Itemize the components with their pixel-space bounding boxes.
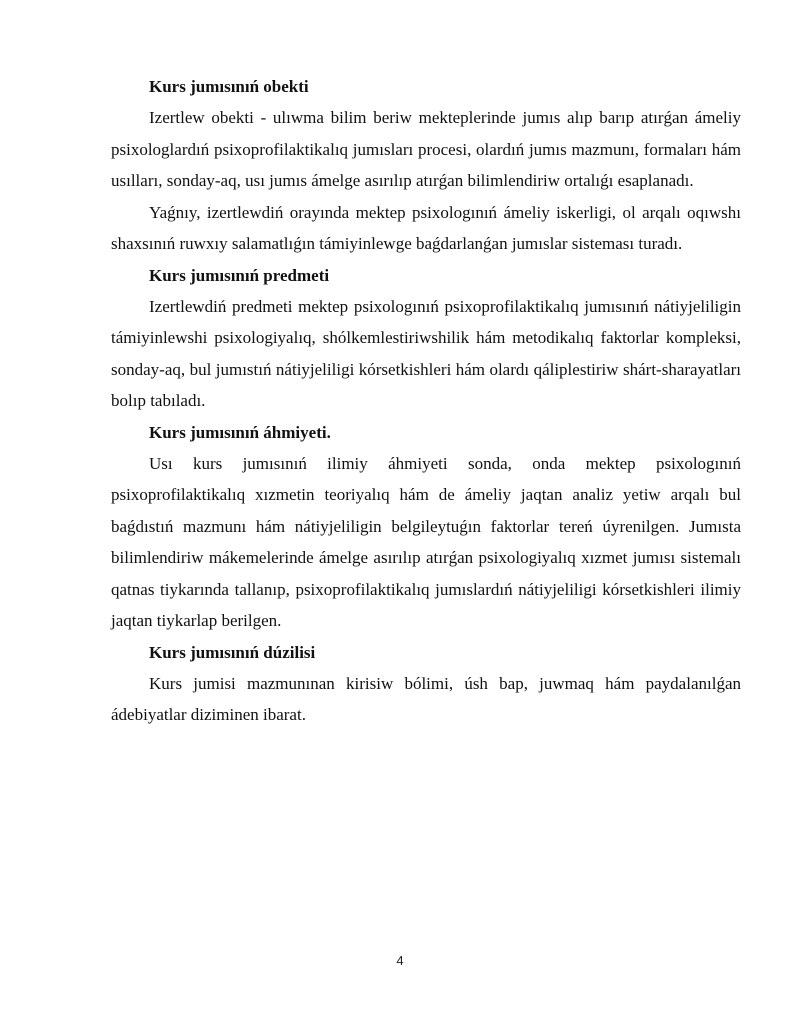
- paragraph-structure: Kurs jumisi mazmunınan kirisiw bólimi, úsh bap, juwmaq hám paydalanılǵan ádebiyatlar diziminen ibarat.: [111, 673, 741, 724]
- section-heading-subject: Kurs jumısınıń predmeti: [149, 265, 330, 285]
- page-number: 4: [396, 953, 404, 968]
- paragraph-object-center: Yaǵnıy, izertlewdiń orayında mektep psixologınıń ámeliy iskerligi, ol arqalı oqıwshı shaxsınıń ruwxıy salamatlıǵın támiyinlewge baǵdarlanǵan jumıslar sisteması turadı.: [111, 202, 741, 253]
- section-heading-object: Kurs jumısınıń obekti: [149, 77, 309, 96]
- section-heading-significance: Kurs jumısınıń áhmiyeti.: [149, 422, 331, 442]
- paragraph-subject: Izertlewdiń predmeti mektep psixologınıń psixoprofilaktikalıq jumısınıń nátiyjeliligin támiyinlewshi psixologiyalıq, shólkemlestiriwshilik hám metodikalıq faktorlar kompleksi, sonday-aq, bul jumıstıń nátiyjeliligi kórsetkishleri hám olardı qáliplestiriw shárt-sharayatları bolıp tabıladı.: [111, 296, 741, 410]
- document-page: [111, 71, 741, 731]
- section-heading-structure: Kurs jumısınıń dúzilisi: [149, 642, 316, 662]
- paragraph-significance: Usı kurs jumısınıń ilimiy áhmiyeti sonda, onda mektep psixologınıń psixoprofilaktikalıq xızmetin teoriyalıq hám de ámeliy jaqtan analiz yetiw arqalı bul baǵdıstıń mazmunı hám nátiyjeliligin belgileytuǵın faktorlar tereń úyrenilgen. Jumısta bilimlendiriw mákemelerinde ámelge asırılıp atırǵan psixologiyalıq xızmet jumısı sistemalı qatnas tiykarında tallanıp, psixoprofilaktikalıq jumıslardıń nátiyjeliligi kórsetkishleri ilimiy jaqtan tiykarlap berilgen.: [111, 453, 741, 630]
- paragraph-object-definition: Izertlew obekti - ulıwma bilim beriw mekteplerinde jumıs alıp barıp atırǵan ámeliy psixologlardıń psixoprofilaktikalıq jumısları procesi, olardıń jumıs mazmunı, formaları hám usılları, sonday-aq, usı jumıs ámelge asırılıp atırǵan bilimlendiriw ortalıǵı esaplanadı.: [111, 108, 741, 190]
